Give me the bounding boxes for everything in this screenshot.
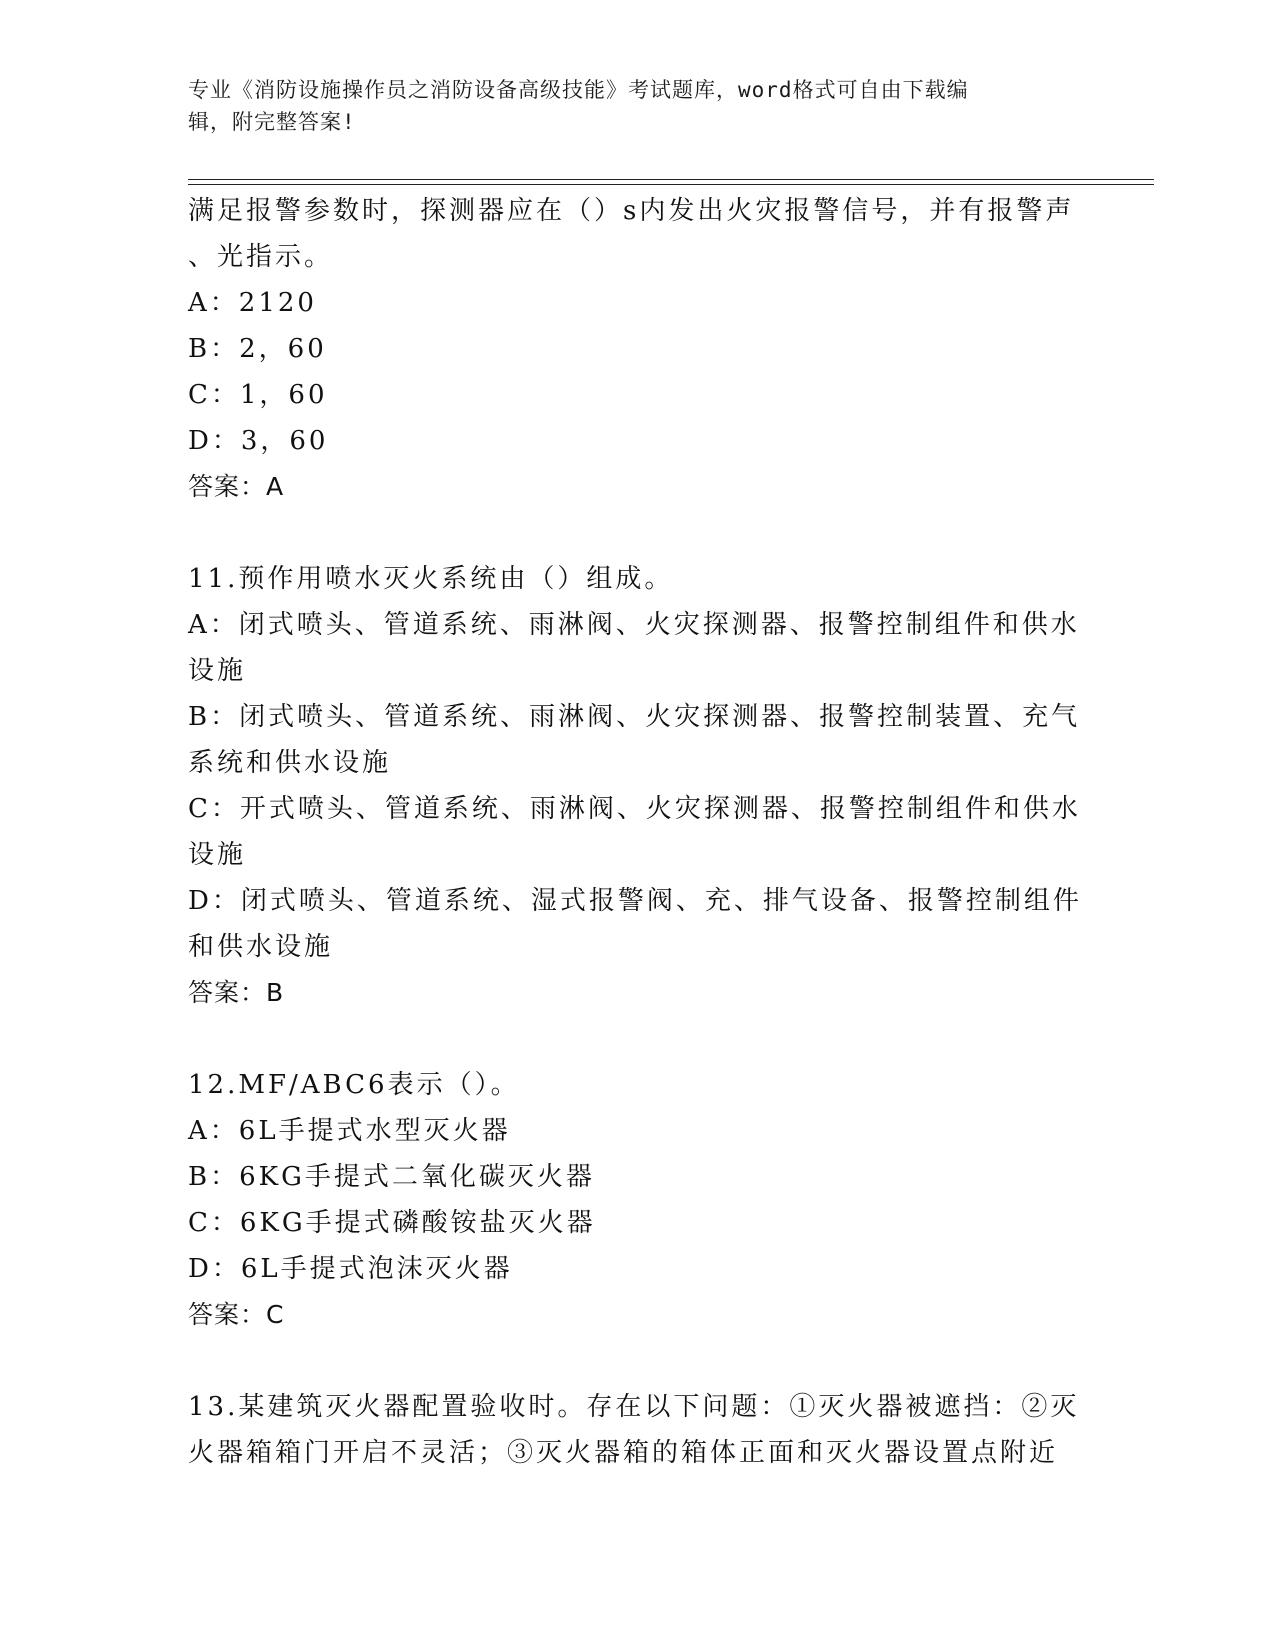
spacer	[188, 1338, 1088, 1384]
spacer	[188, 1016, 1088, 1062]
question-stem: 12.MF/ABC6表示（）。	[188, 1070, 520, 1100]
document-header	[188, 74, 1078, 138]
question-10	[188, 188, 1088, 510]
option-a: A：闭式喷头、管道系统、雨淋阀、火灾探测器、报警控制组件和供水	[188, 610, 1080, 640]
option-d: D：6L手提式泡沫灭火器	[188, 1254, 513, 1284]
question-stem: 11.预作用喷水灭火系统由（）组成。	[188, 564, 674, 594]
option-d: D：3，60	[188, 426, 329, 456]
option-b: B：2，60	[188, 334, 327, 364]
option-d-continued: 和供水设施	[188, 932, 334, 962]
option-c: C：1，60	[188, 380, 328, 410]
option-a-continued: 设施	[188, 656, 247, 686]
option-b: B：6KG手提式二氧化碳灭火器	[188, 1162, 595, 1192]
question-12	[188, 1062, 1088, 1338]
header-title-line-1: 专业《消防设施操作员之消防设备高级技能》考试题库，word格式可自由下载编	[188, 78, 969, 102]
answer: 答案：A	[188, 472, 285, 501]
option-c: C：开式喷头、管道系统、雨淋阀、火灾探测器、报警控制组件和供水	[188, 794, 1081, 824]
option-d: D：闭式喷头、管道系统、湿式报警阀、充、排气设备、报警控制组件	[188, 886, 1082, 916]
question-stem: 13.某建筑灭火器配置验收时。存在以下问题：①灭火器被遮挡：②灭	[188, 1392, 1080, 1422]
option-c: C：6KG手提式磷酸铵盐灭火器	[188, 1208, 596, 1238]
question-stem-continued: 、光指示。	[188, 242, 334, 272]
question-stem-continued: 火器箱箱门开启不灵活；③灭火器箱的箱体正面和灭火器设置点附近	[188, 1438, 1059, 1468]
option-b: B：闭式喷头、管道系统、雨淋阀、火灾探测器、报警控制装置、充气	[188, 702, 1081, 732]
option-b-continued: 系统和供水设施	[188, 748, 392, 778]
header-divider-top	[188, 179, 1154, 180]
question-11	[188, 556, 1088, 1016]
answer: 答案：B	[188, 978, 285, 1007]
spacer	[188, 510, 1088, 556]
option-a: A：2120	[188, 288, 317, 318]
question-list	[188, 188, 1088, 1476]
option-a: A：6L手提式水型灭火器	[188, 1116, 511, 1146]
header-title-line-2: 辑，附完整答案!	[188, 110, 356, 134]
option-c-continued: 设施	[188, 840, 247, 870]
question-stem: 满足报警参数时，探测器应在（）s内发出火灾报警信号，并有报警声	[188, 196, 1075, 226]
question-13	[188, 1384, 1088, 1476]
answer: 答案：C	[188, 1300, 285, 1329]
header-divider-bottom	[188, 184, 1154, 185]
